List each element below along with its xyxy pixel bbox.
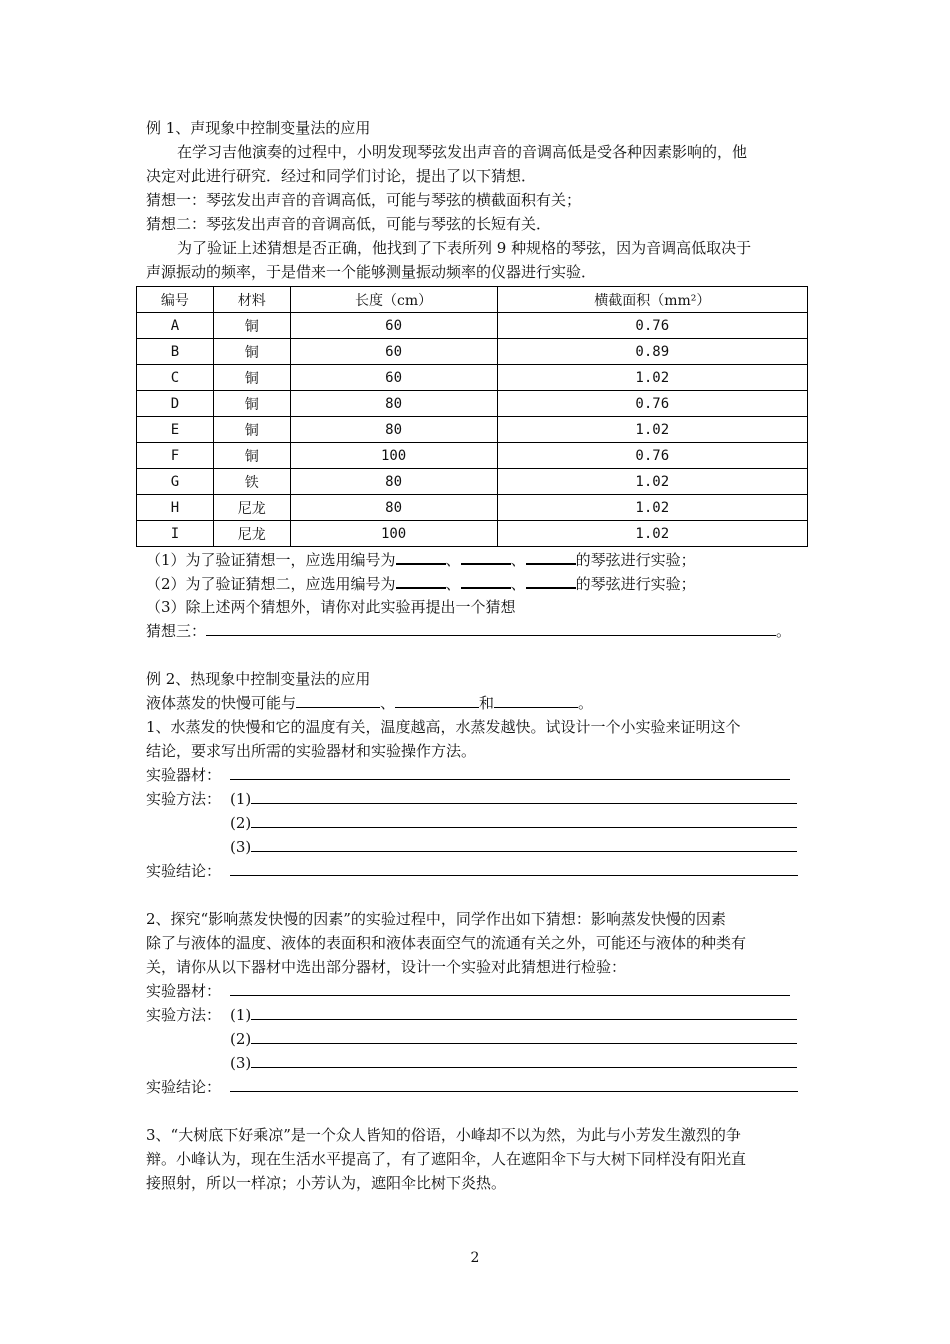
- paragraph: 接照射，所以一样凉；小芳认为，遮阳伞比树下炎热。: [146, 1174, 507, 1192]
- table-cell: 60: [290, 313, 497, 339]
- example2-title: 例 2、热现象中控制变量法的应用: [146, 670, 371, 688]
- table-cell: C: [137, 365, 214, 391]
- guess-two: 猜想二：琴弦发出声音的音调高低，可能与琴弦的长短有关．: [146, 215, 552, 233]
- paragraph: 2、探究“影响蒸发快慢的因素”的实验过程中，同学作出如下猜想：影响蒸发快慢的因素: [146, 910, 726, 928]
- question-2: [146, 571, 818, 595]
- table-header: 编号: [137, 287, 214, 313]
- answer-blank[interactable]: [461, 547, 511, 565]
- answer-blank[interactable]: [396, 571, 446, 589]
- step-number: (1): [230, 1006, 252, 1024]
- answer-line[interactable]: [230, 763, 790, 780]
- separator: 、: [510, 551, 526, 569]
- table-row: [137, 417, 808, 443]
- table-cell: 80: [290, 417, 497, 443]
- table-row: [137, 339, 808, 365]
- table-row: [137, 469, 808, 495]
- paragraph: 声源振动的频率，于是借来一个能够测量振动频率的仪器进行实验．: [146, 263, 597, 281]
- spacer: [146, 643, 818, 667]
- separator: 和: [479, 694, 495, 712]
- paragraph: 结论，要求写出所需的实验器材和实验操作方法。: [146, 742, 477, 760]
- table-cell: G: [137, 469, 214, 495]
- paragraph: 决定对此进行研究．经过和同学们讨论，提出了以下猜想．: [146, 167, 537, 185]
- question-text: （2）为了验证猜想二，应选用编号为: [146, 575, 396, 593]
- table-cell: 0.76: [497, 443, 807, 469]
- table-cell: 0.76: [497, 391, 807, 417]
- paragraph: 在学习吉他演奏的过程中，小明发现琴弦发出声音的音调高低是受各种因素影响的，他: [177, 143, 748, 161]
- paragraph: 为了验证上述猜想是否正确，他找到了下表所列 9 种规格的琴弦，因为音调高低取决于: [177, 239, 752, 257]
- table-cell: 100: [290, 521, 497, 547]
- step-number: (2): [230, 1030, 252, 1048]
- answer-line[interactable]: [251, 811, 797, 828]
- paragraph: 1、水蒸发的快慢和它的温度有关，温度越高，水蒸发越快。试设计一个小实验来证明这个: [146, 718, 741, 736]
- table-cell: 80: [290, 469, 497, 495]
- answer-blank[interactable]: [526, 571, 576, 589]
- table-row: [137, 391, 808, 417]
- table-cell: E: [137, 417, 214, 443]
- punctuation: 。: [578, 694, 594, 712]
- answer-line[interactable]: [206, 619, 776, 636]
- table-cell: 1.02: [497, 469, 807, 495]
- answer-line[interactable]: [251, 1003, 797, 1020]
- answer-line[interactable]: [230, 1075, 798, 1092]
- table-cell: 1.02: [497, 417, 807, 443]
- punctuation: 。: [776, 622, 792, 640]
- string-spec-table: [136, 286, 808, 547]
- field-label: 实验结论：: [146, 1078, 222, 1096]
- separator: 、: [510, 575, 526, 593]
- table-row: [137, 365, 808, 391]
- paragraph: 3、“大树底下好乘凉”是一个众人皆知的俗语，小峰却不以为然，为此与小芳发生激烈的争: [146, 1126, 741, 1144]
- table-cell: F: [137, 443, 214, 469]
- step-number: (3): [230, 1054, 252, 1072]
- method-row: [146, 1027, 818, 1051]
- table-cell: 0.76: [497, 313, 807, 339]
- table-row: [137, 313, 808, 339]
- table-cell: 80: [290, 495, 497, 521]
- spacer: [146, 883, 818, 907]
- field-label: 实验结论：: [146, 862, 222, 880]
- conclusion-row: [146, 1075, 818, 1099]
- answer-line[interactable]: [251, 1051, 797, 1068]
- question-1: [146, 547, 818, 571]
- table-cell: H: [137, 495, 214, 521]
- page-number: 2: [470, 1250, 480, 1266]
- table-cell: 0.89: [497, 339, 807, 365]
- method-row: [146, 1051, 818, 1075]
- table-header: 长度（cm）: [290, 287, 497, 313]
- field-label: 猜想三：: [146, 622, 207, 640]
- answer-line[interactable]: [251, 1027, 797, 1044]
- table-cell: 铜: [213, 417, 290, 443]
- table-cell: I: [137, 521, 214, 547]
- method-row: [146, 811, 818, 835]
- paragraph: 辩。小峰认为，现在生活水平提高了，有了遮阳伞，人在遮阳伞下与大树下同样没有阳光直: [146, 1150, 747, 1168]
- step-number: (3): [230, 838, 252, 856]
- question-text: （1）为了验证猜想一，应选用编号为: [146, 551, 396, 569]
- step-number: (1): [230, 790, 252, 808]
- table-cell: 100: [290, 443, 497, 469]
- table-cell: 60: [290, 365, 497, 391]
- answer-blank[interactable]: [494, 691, 578, 708]
- table-cell: 铜: [213, 313, 290, 339]
- answer-blank[interactable]: [296, 691, 380, 708]
- table-cell: 1.02: [497, 495, 807, 521]
- guess-one: 猜想一：琴弦发出声音的音调高低，可能与琴弦的横截面积有关；: [146, 191, 582, 209]
- answer-blank[interactable]: [461, 571, 511, 589]
- answer-line[interactable]: [251, 787, 797, 804]
- answer-blank[interactable]: [396, 547, 446, 565]
- table-row: [137, 521, 808, 547]
- table-cell: 1.02: [497, 521, 807, 547]
- method-row: [146, 787, 818, 811]
- document-page: [146, 116, 818, 1195]
- guess-three-row: [146, 619, 818, 643]
- field-label: 实验器材：: [146, 766, 222, 784]
- table-cell: 铜: [213, 391, 290, 417]
- question-text: 液体蒸发的快慢可能与: [146, 694, 297, 712]
- separator: 、: [445, 551, 461, 569]
- paragraph: 关，请你从以下器材中选出部分器材，设计一个实验对此猜想进行检验：: [146, 958, 627, 976]
- separator: 、: [380, 694, 396, 712]
- table-row: [137, 495, 808, 521]
- table-cell: 铜: [213, 365, 290, 391]
- table-cell: 60: [290, 339, 497, 365]
- conclusion-row: [146, 859, 818, 883]
- question-text: 的琴弦进行实验；: [575, 575, 696, 593]
- answer-line[interactable]: [251, 835, 797, 852]
- field-label: 实验方法：: [146, 1006, 222, 1024]
- spacer: [146, 1099, 818, 1123]
- table-cell: 铜: [213, 339, 290, 365]
- separator: 、: [445, 575, 461, 593]
- example1-title: 例 1、声现象中控制变量法的应用: [146, 119, 371, 137]
- table-cell: 1.02: [497, 365, 807, 391]
- table-header: 材料: [213, 287, 290, 313]
- table-header: 横截面积（mm²）: [497, 287, 807, 313]
- table-cell: 尼龙: [213, 521, 290, 547]
- table-cell: B: [137, 339, 214, 365]
- table-row: [137, 443, 808, 469]
- table-cell: D: [137, 391, 214, 417]
- answer-line[interactable]: [230, 979, 790, 996]
- field-label: 实验方法：: [146, 790, 222, 808]
- paragraph: 除了与液体的温度、液体的表面积和液体表面空气的流通有关之外，可能还与液体的种类有: [146, 934, 747, 952]
- answer-blank[interactable]: [395, 691, 479, 708]
- equipment-row: [146, 763, 818, 787]
- field-label: 实验器材：: [146, 982, 222, 1000]
- question-text: 的琴弦进行实验；: [575, 551, 696, 569]
- method-row: [146, 1003, 818, 1027]
- table-cell: 铜: [213, 443, 290, 469]
- question-3: （3）除上述两个猜想外，请你对此实验再提出一个猜想: [146, 598, 516, 616]
- answer-blank[interactable]: [526, 547, 576, 565]
- table-cell: 80: [290, 391, 497, 417]
- answer-line[interactable]: [230, 859, 798, 876]
- table-cell: A: [137, 313, 214, 339]
- table-cell: 铁: [213, 469, 290, 495]
- table-cell: 尼龙: [213, 495, 290, 521]
- method-row: [146, 835, 818, 859]
- step-number: (2): [230, 814, 252, 832]
- evaporation-factors-row: [146, 691, 818, 715]
- table-header-row: [137, 287, 808, 313]
- equipment-row: [146, 979, 818, 1003]
